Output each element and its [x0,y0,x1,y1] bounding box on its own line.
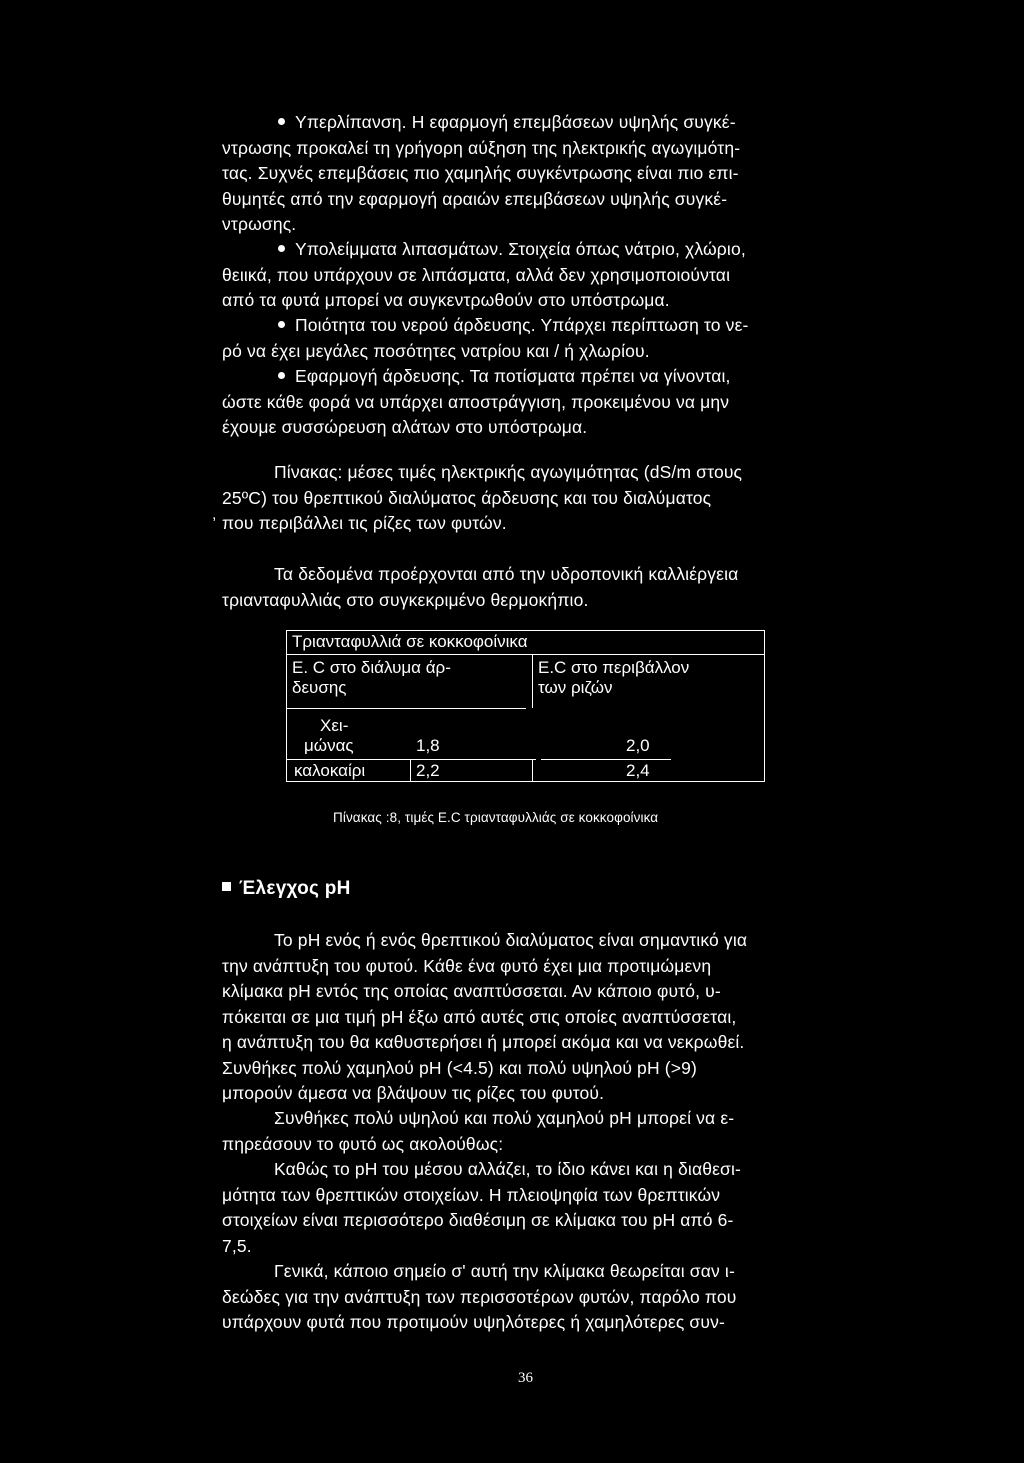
text-line: Γενικά, κάποιο σημείο σ' αυτή την κλίμακα θεωρείται σαν ι- [274,1261,735,1281]
table-header-root-zone [538,658,760,698]
bullet-item-overfertilization [222,110,862,238]
data-source-paragraph [222,562,862,613]
label-line: Χει- [320,716,349,735]
table-cell-irrigation: 1,8 [416,736,440,755]
text-line: δεώδες για την ανάπτυξη των περισσοτέρων φυτών, παρόλο που [222,1286,737,1307]
text-line: 25ºC) του θρεπτικού διαλύματος άρδευσης και του διαλύματος [222,487,712,508]
text-line: Πίνακας: μέσες τιμές ηλεκτρικής αγωγιμότητας (dS/m στους [274,462,743,482]
text-line: Καθώς το pH του μέσου αλλάζει, το ίδιο κάνει και η διαθεσι- [274,1159,742,1179]
section-heading [222,878,351,900]
text-line: θυμητές από την εφαρμογή αραιών επεμβάσεων υψηλής συγκέ- [222,188,728,209]
bullet-item-fertilizer-residues [222,237,862,314]
text-line: υπάρχουν φυτά που προτιμούν υψηλότερες ή χαμηλότερες συν- [222,1312,725,1332]
heading-text: Έλεγχος pH [239,878,351,899]
text-line: ώστε κάθε φορά να υπάρχει αποστράγγιση, προκειμένου να μην [222,391,730,412]
bullet-icon [278,245,285,252]
text-line: η ανάπτυξη του θα καθυστερήσει ή μπορεί ακόμα και να νεκρωθεί. [222,1032,745,1052]
page-number: 36 [518,1370,533,1386]
square-bullet-icon [222,882,231,891]
table-title: Τριανταφυλλιά σε κοκκοφοίνικα [292,632,528,651]
text-line: Ποιότητα του νερού άρδευσης. Υπάρχει περίπτωση το νε- [295,315,749,335]
header-line: Ε. C στο διάλυμα άρ- [292,658,451,677]
text-line: Συνθήκες πολύ υψηλού και πολύ χαμηλού pH μπορεί να ε- [274,1108,735,1128]
text-line: Συνθήκες πολύ χαμηλού pH (<4.5) και πολύ υψηλού pH (>9) [222,1057,697,1078]
header-line: δευσης [292,678,347,697]
text-line: Εφαρμογή άρδευσης. Τα ποτίσματα πρέπει να γίνονται, [295,366,731,386]
table-row-label: καλοκαίρι [294,761,366,780]
table-caption: Πίνακας :8, τιμές Ε.C τριανταφυλλιάς σε κοκκοφοίνικα [333,810,659,825]
table-intro-paragraph [222,460,862,537]
ph-paragraph-2 [222,1106,862,1157]
text-line: πηρεάσουν το φυτό ως ακολούθως: [222,1133,504,1154]
label-line: μώνας [304,736,354,755]
bullet-item-water-quality [222,313,862,364]
bullet-icon [278,372,285,379]
stray-mark: , [212,506,217,523]
ph-paragraph-1 [222,928,862,1107]
text-line: στοιχείων είναι περισσότερο διαθέσιμη σε κλίμακα του pH από 6- [222,1210,734,1230]
header-line: Ε.C στο περιβάλλον [538,658,690,677]
text-line: τριανταφυλλιάς στο συγκεκριμένο θερμοκήπιο. [222,589,589,610]
text-line: κλίμακα pH εντός της οποίας αναπτύσσεται. Αν κάποιο φυτό, υ- [222,981,721,1001]
text-line: 7,5. [222,1235,252,1256]
text-line: ντρωσης προκαλεί τη γρήγορη αύξηση της ηλεκτρικής αγωγιμότη- [222,137,741,158]
header-line: των ριζών [538,678,613,697]
text-line: Το pH ενός ή ενός θρεπτικού διαλύματος είναι σημαντικό για [274,930,748,950]
table-header-irrigation [292,658,528,698]
text-line: από τα φυτά μπορεί να συγκεντρωθούν στο υπόστρωμα. [222,290,670,310]
table-row-label [304,716,354,756]
text-line: ρό να έχει μεγάλες ποσότητες νατρίου και / ή χλωρίου. [222,340,650,361]
rose-ec-table [286,630,764,782]
ph-paragraph-3 [222,1157,862,1259]
text-line: πόκειται σε μια τιμή pH έξω από αυτές στις οποίες αναπτύσσεται, [222,1006,737,1027]
text-line: την ανάπτυξη του φυτού. Κάθε ένα φυτό έχει μια προτιμώμενη [222,955,712,976]
text-line: μπορούν άμεσα να βλάψουν τις ρίζες του φυτού. [222,1083,605,1103]
bullet-icon [278,118,285,125]
text-line: Υπερλίπανση. Η εφαρμογή επεμβάσεων υψηλής συγκέ- [295,112,736,132]
bullet-icon [278,321,285,328]
text-line: Υπολείμματα λιπασμάτων. Στοιχεία όπως νάτριο, χλώριο, [295,239,746,259]
bullet-item-irrigation [222,364,862,441]
ph-paragraph-4 [222,1259,862,1336]
text-line: θειικά, που υπάρχουν σε λιπάσματα, αλλά δεν χρησιμοποιούνται [222,264,731,285]
text-line: έχουμε συσσώρευση αλάτων στο υπόστρωμα. [222,417,588,437]
table-cell-root-zone: 2,4 [626,761,650,780]
text-line: ντρωσης. [222,214,297,234]
text-line: που περιβάλλει τις ρίζες των φυτών. [222,513,507,533]
text-line: Τα δεδομένα προέρχονται από την υδροπονική καλλιέργεια [274,564,739,584]
text-line: μότητα των θρεπτικών στοιχείων. Η πλειοψηφία των θρεπτικών [222,1184,721,1205]
text-line: τας. Συχνές επεμβάσεις πιο χαμηλής συγκέντρωσης είναι πιο επι- [222,163,739,183]
table-cell-irrigation: 2,2 [416,761,440,780]
table-cell-root-zone: 2,0 [626,736,650,755]
